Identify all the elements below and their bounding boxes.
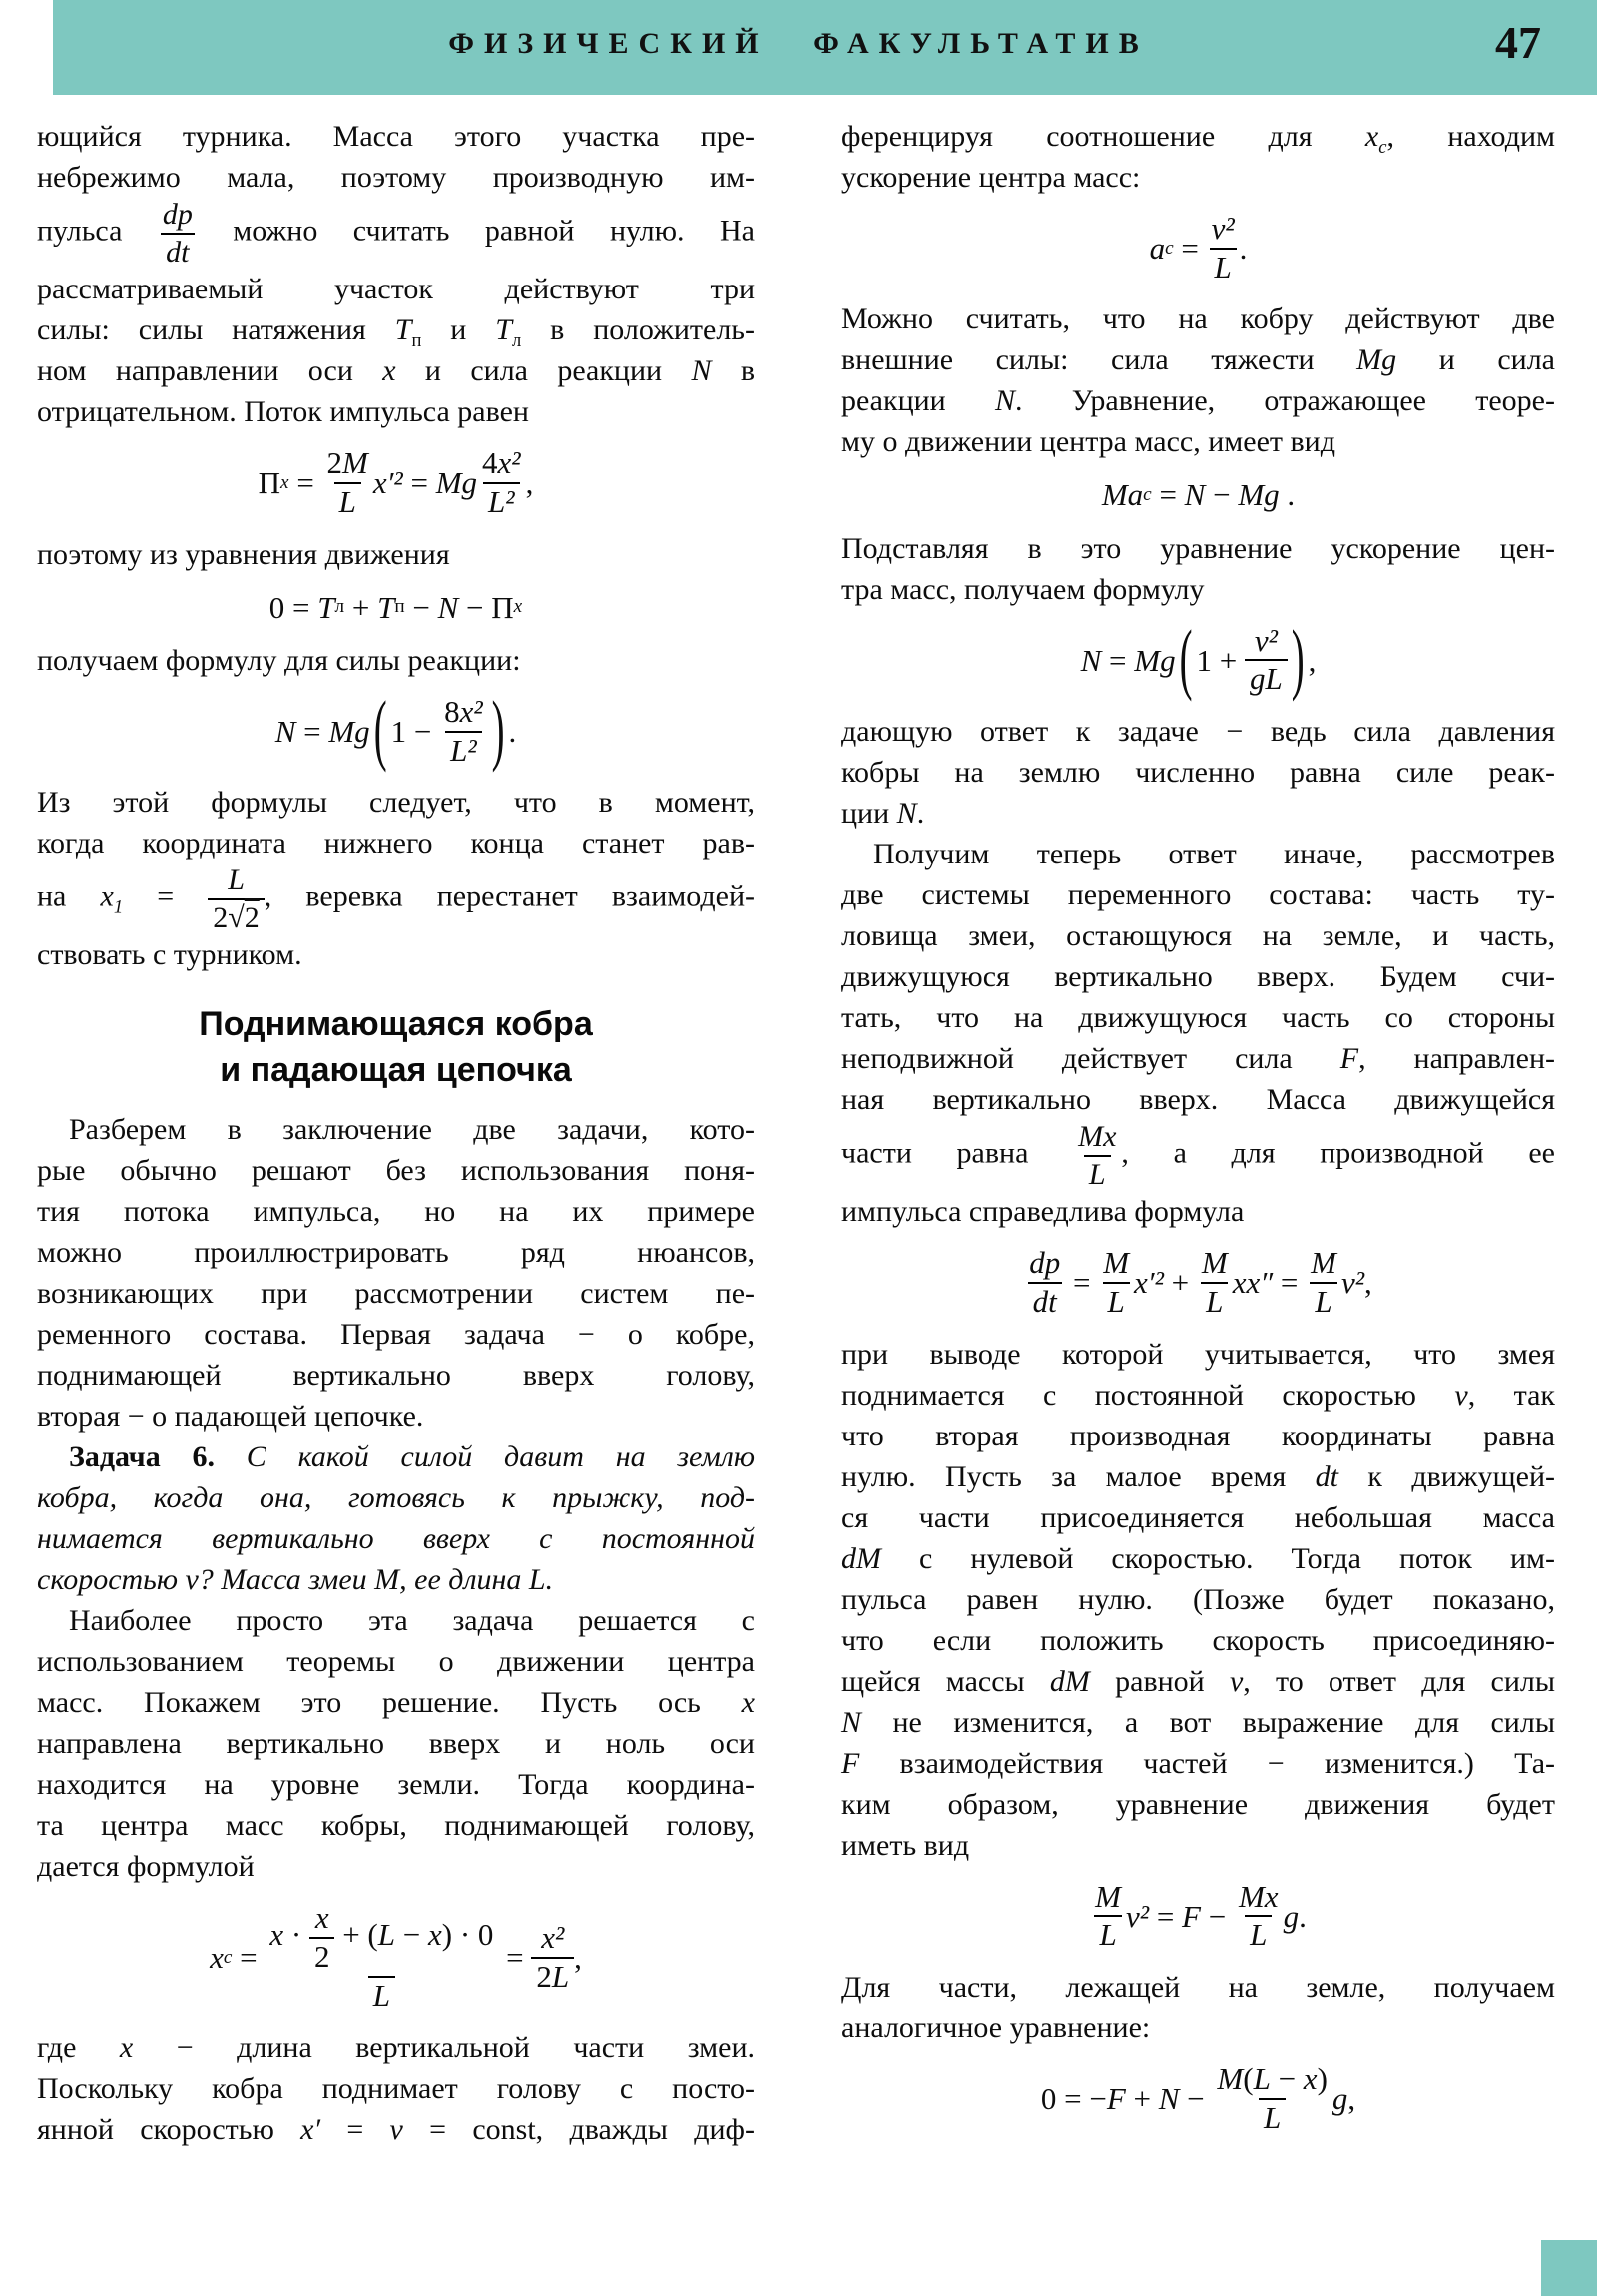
right-column <box>841 116 1555 2150</box>
text-line: Наиболее просто эта задача решается с <box>69 1604 755 1638</box>
section-heading-line: и падающая цепочка <box>220 1051 572 1090</box>
fraction: 8x² L² <box>444 693 483 768</box>
display-formula: x c = x · $\frac{x}{2}$ + (L − x) · 0 L = x² 2L , <box>210 1900 582 2012</box>
text-line: янной скоростью x′ = v = const, дважды диф- <box>37 2112 755 2146</box>
fraction: dp dt <box>1029 1245 1061 1319</box>
fraction: v² gL <box>1245 624 1288 697</box>
paragraph <box>37 1600 755 1887</box>
text-line: иметь вид <box>841 1828 970 1862</box>
text-line: использованием теоремы о движении центра <box>37 1645 755 1679</box>
text-line: скоростью v? Масса змеи M, ее длина L. <box>37 1563 554 1597</box>
display-formula: 0 = − F + N − M(L − x) L g , <box>1040 2061 1356 2135</box>
text-line: Получим теперь ответ иначе, рассмотрев <box>873 838 1555 871</box>
page-number: 47 <box>1495 17 1541 68</box>
text-line: нулю. Пусть за малое время dt к движущей- <box>841 1459 1555 1493</box>
fraction: M L <box>1311 1245 1336 1319</box>
text-line: небрежимо мала, поэтому производную им- <box>37 161 755 194</box>
text-line: внешние силы: сила тяжести Mg и сила <box>841 343 1555 377</box>
text-line: отрицательном. Поток импульса равен <box>37 395 529 429</box>
paragraph <box>37 782 755 975</box>
text-line: та центра масс кобры, поднимающей голову, <box>37 1809 755 1843</box>
paragraph <box>841 528 1555 610</box>
text-line: возникающих при рассмотрении систем пе- <box>37 1277 755 1311</box>
text-line: где x − длина вертикальной части змеи. <box>37 2030 755 2064</box>
text-line: тия потока импульса, но на их примере <box>37 1195 755 1229</box>
text-line: силы: силы натяжения $T_п$ и $T_л$ в положитель- <box>37 313 755 352</box>
display-formula: 0 = T л + T п − N − Π x <box>268 589 523 625</box>
text-line: можно проиллюстрировать ряд нюансов, <box>37 1236 755 1270</box>
page-header-title: ФИЗИЧЕСКИЙ ФАКУЛЬТАТИВ <box>448 27 1149 60</box>
text-line: неподвижной действует сила F, направлен- <box>841 1042 1555 1076</box>
text-line: ции N. <box>841 797 925 831</box>
text-line: F взаимодействия частей − изменится.) Та- <box>841 1746 1555 1780</box>
fraction: x² 2L <box>531 1921 574 1994</box>
text-line: направлена вертикально вверх и ноль оси <box>37 1727 755 1761</box>
text-line: дается формулой <box>37 1850 255 1884</box>
text-line: ющийся турника. Масса этого участка пре- <box>37 120 755 153</box>
display-formula: M L v² = F − Mx L g . <box>841 1880 1555 1953</box>
text-line: щейся массы dM равной v, то ответ для силы <box>841 1664 1556 1698</box>
fraction: M L <box>1201 1245 1228 1319</box>
display-formula: a c = v² L . <box>1149 211 1248 285</box>
paragraph <box>37 116 755 432</box>
text-line: ким образом, уравнение движения будет <box>841 1787 1555 1821</box>
text-line: получаем формулу для силы реакции: <box>37 643 521 677</box>
text-line: когда координата нижнего конца станет рав- <box>37 827 755 861</box>
big-paren-open: ( <box>373 685 387 775</box>
text-line: рассматриваемый участок действуют три <box>37 273 755 306</box>
text-line: реакции N. Уравнение, отражающее теоре- <box>841 384 1555 418</box>
fraction: M(L − x) L <box>1217 2061 1328 2135</box>
text-line: ловища змеи, остающуюся на земле, и часть, <box>841 919 1555 953</box>
text-line: тра масс, получаем формулу <box>841 572 1205 606</box>
text-line: аналогичное уравнение: <box>841 2011 1151 2045</box>
text-line: поднимающей вертикально вверх голову, <box>37 1359 755 1393</box>
text-line: пульса равен нулю. (Позже будет показано, <box>841 1582 1555 1616</box>
fraction: $\frac{dp}{dt}$ <box>162 198 193 269</box>
text-line: Разберем в заключение две задачи, кото- <box>69 1113 755 1147</box>
section-heading-line: Поднимающаяся кобра <box>199 1005 593 1044</box>
display-formula: Π x = 2M L x′² = Mg 4x² L² , <box>258 445 534 519</box>
text-line: ствовать с турником. <box>37 938 302 972</box>
text-line: ся части присоединяется небольшая масса <box>841 1500 1555 1534</box>
text-line: дающую ответ к задаче − ведь сила давления <box>841 715 1555 749</box>
paragraph <box>841 711 1555 834</box>
text-line: импульса справедлива формула <box>841 1195 1245 1229</box>
text-line: что вторая производная координаты равна <box>841 1419 1555 1452</box>
text-line: Задача 6. С какой силой давит на землю <box>69 1440 755 1474</box>
text-line: Поскольку кобра поднимает голову с посто- <box>37 2071 755 2105</box>
fraction: $\frac{x}{2}$ <box>309 1901 335 1974</box>
text-line: движущуюся вертикально вверх. Будем счи- <box>841 960 1555 994</box>
text-line: поднимается с постоянной скоростью v, так <box>841 1378 1555 1412</box>
text-line: dM с нулевой скоростью. Тогда поток им- <box>841 1541 1555 1575</box>
corner-square <box>1541 2240 1597 2296</box>
text-line: тать, что на движущуюся часть со стороны <box>841 1001 1555 1035</box>
text-line: ном направлении оси x и сила реакции N в <box>37 354 755 388</box>
text-line: две системы переменного состава: часть ту- <box>841 878 1555 912</box>
paragraph <box>37 1436 755 1600</box>
text-line: рые обычно решают без использования поня- <box>37 1154 755 1188</box>
fraction: $\frac{Mx}{L}$ <box>1078 1120 1117 1191</box>
section-heading <box>37 1001 755 1093</box>
big-paren-close: ) <box>1291 614 1305 703</box>
fraction: v² L <box>1207 212 1240 285</box>
text-line: Из этой формулы следует, что в момент, <box>37 786 755 820</box>
display-formula: dp dt = M L x′² + M L xx″ = M L v² , <box>841 1246 1555 1319</box>
display-formula: N = Mg ( 1 + v² gL ) , <box>841 624 1555 697</box>
text-line: нимается вертикально вверх с постоянной <box>37 1522 755 1556</box>
text-line: ная вертикально вверх. Масса движущейся <box>841 1083 1555 1117</box>
text-line: Для части, лежащей на земле, получаем <box>841 1971 1555 2005</box>
text-line: кобра, когда она, готовясь к прыжку, под- <box>37 1481 755 1515</box>
paragraph <box>841 116 1555 198</box>
text-line: масс. Покажем это решение. Пусть ось x <box>37 1686 755 1720</box>
paragraph <box>37 534 755 575</box>
paragraph <box>841 298 1555 462</box>
display-formula: Ma c = N − Mg . <box>1101 477 1296 513</box>
text-line: при выводе которой учитывается, что змея <box>841 1337 1555 1371</box>
text-line: пульса $\frac{dp}{dt}$ можно считать равной нулю. На <box>37 198 755 269</box>
fraction: 4x² L² <box>482 445 521 519</box>
left-column <box>37 116 755 2150</box>
text-line: что если положить скорость присоединяю- <box>841 1623 1555 1657</box>
fraction: x · $\frac{x}{2}$ + (L − x) · 0 L <box>269 1900 494 2012</box>
fraction: M L <box>1095 1878 1121 1953</box>
display-formula: N = Mg ( 1 − 8x² L² ) . <box>37 695 755 768</box>
paragraph <box>841 834 1555 1232</box>
text-line: Можно считать, что на кобру действуют две <box>841 302 1555 336</box>
fraction: $\frac{L}{2√2}$ <box>208 863 264 934</box>
text-line: части равна $\frac{Mx}{L}$ , а для производной ее <box>841 1120 1555 1191</box>
text-line: кобры на землю численно равна силе реак- <box>841 756 1555 790</box>
text-line: ускорение центра масс: <box>841 161 1141 194</box>
fraction: M L <box>1103 1245 1130 1319</box>
text-line: на $x_1$ = $\frac{L}{2√2}$ , веревка перестанет взаимодей- <box>37 863 756 934</box>
paragraph <box>841 1334 1555 1866</box>
big-paren-open: ( <box>1179 614 1193 703</box>
text-line: му о движении центра масс, имеет вид <box>841 425 1335 459</box>
text-line: ференцируя соотношение для $x_c$, находим <box>841 120 1555 158</box>
text-line: Подставляя в это уравнение ускорение цен- <box>841 531 1555 565</box>
paragraph <box>37 2027 755 2150</box>
paragraph <box>841 1967 1555 2048</box>
text-line: вторая − о падающей цепочке. <box>37 1400 424 1434</box>
fraction: Mx L <box>1238 1878 1279 1953</box>
paragraph <box>37 1109 755 1436</box>
big-paren-close: ) <box>491 685 505 775</box>
radical: √2 <box>228 900 260 934</box>
paragraph <box>37 640 755 681</box>
text-line: находится на уровне земли. Тогда координа- <box>37 1768 755 1802</box>
fraction: 2M L <box>326 445 368 519</box>
text-line: N не изменится, а вот выражение для силы <box>841 1705 1555 1739</box>
text-line: ременного состава. Первая задача − о кобре, <box>37 1318 755 1352</box>
text-line: поэтому из уравнения движения <box>37 537 450 571</box>
